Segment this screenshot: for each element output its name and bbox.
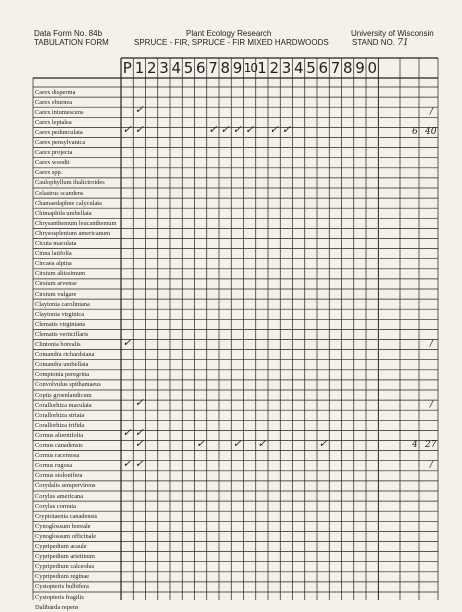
species-name: Cornus stolonifera — [35, 472, 83, 480]
species-name: Cornus rugosa — [35, 462, 73, 470]
species-name: Corallorhiza trifida — [35, 421, 85, 429]
species-name: Cypripedium acaule — [35, 543, 87, 550]
species-name: Claytonia virginica — [35, 310, 85, 318]
column-header: 10 — [243, 61, 257, 75]
column-header: 3 — [281, 59, 292, 77]
species-name: Cypripedium arietinum — [35, 553, 95, 561]
species-name: Celastrus scandens — [35, 189, 84, 197]
count-entry: 4 — [412, 440, 418, 450]
species-name: Cicuta maculata — [35, 240, 77, 247]
column-header: 7 — [208, 59, 218, 77]
check-mark: ✓ — [232, 436, 242, 450]
form-subtitle: SPRUCE - FIR, SPRUCE - FIR MIXED HARDWOODS — [134, 38, 329, 47]
form-name: TABULATION FORM — [34, 38, 109, 47]
check-mark: ✓ — [232, 123, 242, 137]
species-name: Coptis groenlandicum — [35, 391, 92, 399]
tally-entry: / — [430, 339, 434, 349]
species-name: Caulophyllum thalictroides — [35, 179, 105, 187]
check-mark: ✓ — [134, 396, 144, 410]
species-name: Corylus americana — [35, 492, 84, 500]
species-name: Cirsium altissimum — [35, 270, 86, 278]
species-name: Corylus cornuta — [35, 502, 76, 510]
species-name: Carex pensylvanica — [35, 139, 86, 146]
column-header: 2 — [147, 59, 157, 77]
species-name: Cryptotaenia canadensis — [35, 512, 98, 520]
check-mark: ✓ — [134, 436, 144, 450]
institution: University of Wisconsin — [351, 29, 434, 38]
column-header: 6 — [196, 59, 206, 77]
column-header: 5 — [183, 59, 194, 77]
check-mark: ✓ — [122, 123, 132, 137]
species-name: Corydalis sempervirens — [35, 482, 96, 490]
species-name: Cynoglossum officinale — [35, 532, 97, 540]
species-name: Carex intumescens — [35, 108, 84, 116]
check-mark: ✓ — [318, 436, 328, 450]
species-name: Carex spp. — [35, 169, 63, 177]
species-name: Corallorhiza maculata — [35, 401, 92, 409]
tally-entry: / — [430, 399, 434, 410]
species-name: Chrysanthemum leucanthemum — [35, 219, 117, 227]
column-header: 4 — [171, 59, 182, 77]
check-mark: ✓ — [134, 123, 144, 137]
stand-number: 71 — [397, 38, 409, 48]
column-header: 9 — [355, 59, 365, 77]
species-name: Carex disperma — [35, 88, 76, 96]
count-entry: 6 — [412, 126, 418, 137]
column-header: 9 — [232, 59, 243, 77]
check-mark: ✓ — [134, 456, 144, 470]
check-mark: ✓ — [245, 123, 255, 137]
check-mark: ✓ — [257, 436, 267, 450]
column-header: 6 — [318, 59, 329, 77]
column-header: 8 — [343, 59, 353, 77]
column-header: 5 — [306, 59, 316, 77]
species-name: Carex woodii — [35, 159, 70, 167]
tally-entry: / — [430, 106, 434, 117]
check-mark: ✓ — [196, 436, 206, 450]
check-mark: ✓ — [220, 123, 230, 137]
species-name: Chrysosplenium americanum — [35, 229, 111, 237]
check-mark: ✓ — [122, 456, 132, 470]
column-header: 4 — [294, 59, 304, 77]
check-mark: ✓ — [269, 123, 279, 137]
form-number: Data Form No. 84b — [34, 29, 103, 38]
species-name: Convolvulus spithamaeus — [35, 381, 101, 389]
column-header: 3 — [159, 59, 169, 77]
species-name: Chamaedaphne calyculata — [35, 199, 102, 207]
species-name: Comptonia peregrina — [35, 371, 90, 379]
column-header: 8 — [220, 59, 231, 77]
species-name: Comandra richardsiana — [35, 351, 95, 359]
tally-entry: 40 — [425, 126, 437, 137]
species-name: Cirsium vulgare — [35, 290, 77, 298]
species-name: Cornus racemosa — [35, 452, 80, 460]
species-name: Corallorhiza striata — [35, 411, 85, 419]
tally-entry: 27 — [425, 440, 437, 450]
species-name: Circaea alpina — [35, 260, 72, 268]
check-mark: ✓ — [122, 335, 132, 349]
species-name: Carex pedunculata — [35, 128, 83, 136]
species-name: Cinna latifolia — [35, 250, 72, 258]
species-name: Carex eburnea — [35, 98, 73, 106]
form-title: Plant Ecology Research — [186, 29, 272, 38]
check-mark: ✓ — [281, 123, 291, 137]
species-name: Claytonia caroliniana — [35, 300, 90, 308]
column-header: P — [122, 59, 132, 77]
tally-entry: / — [430, 460, 434, 471]
species-name: Cypripedium reginae — [35, 573, 90, 581]
check-mark: ✓ — [134, 103, 144, 117]
check-mark: ✓ — [122, 426, 132, 440]
species-name: Cirsium arvense — [35, 280, 77, 288]
species-name: Cornus canadensis — [35, 442, 83, 449]
species-name: Cypripedium calceolus — [35, 563, 95, 571]
species-name: Carex leptalea — [35, 118, 72, 126]
column-header: 7 — [330, 59, 341, 77]
check-mark: ✓ — [134, 426, 144, 440]
column-header: 0 — [367, 59, 378, 77]
column-header: 2 — [269, 59, 280, 77]
species-name: Chimaphila umbellata — [35, 209, 92, 217]
stand-label: STAND NO. — [352, 38, 395, 47]
species-name: Carex projecta — [35, 149, 73, 157]
species-name: Cynoglossum boreale — [35, 522, 91, 530]
species-name: Cystopteris bulbifera — [35, 583, 89, 591]
species-name: Clematis virginiana — [35, 320, 86, 328]
column-header: 1 — [134, 59, 145, 77]
species-name: Cornus alternifolia — [35, 431, 84, 439]
column-header: 1 — [257, 59, 267, 77]
check-mark: ✓ — [208, 123, 218, 137]
species-name: Dalibarda repens — [35, 603, 79, 611]
species-name: Comandra umbellata — [35, 361, 89, 369]
species-name: Clintonia borealis — [35, 341, 81, 348]
species-name: Clematis verticillaris — [35, 330, 89, 338]
species-name: Cystopteris fragilis — [35, 593, 84, 601]
